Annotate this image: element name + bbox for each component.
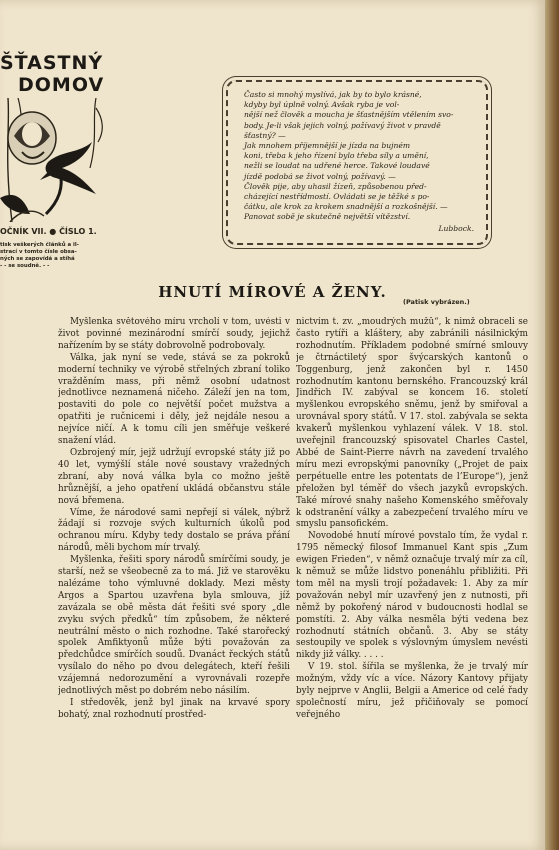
quote-line: cházející nestřídmostí. Ovládati se je těžké s po- [244,192,430,202]
paragraph: nictvím t. zv. „moudrých mužů“, k nimž obraceli se často rytíři a kláštery, aby zabránili násilnickým rozhodnutím. Příkladem podobné smírné smlouvy je čtrnáctiletý spor švýcarských kantonů o Toggenburg, jenž zakončen byl r. 1450 rozhodnutím kantonu bernského. Francouzský král Jindřich IV. zabýval se koncem 16. století myšlenkou evropského sněmu, jenž by smiřoval a urovnával spory států. V 17. stol. zabývala se sekta kvakerů myšlenkou vyhlazení válek. V 18. stol. uveřejnil francouzský spisovatel Charles Castel, Abbé de Saint-Pierre návrh na zavedení trvalého míru mezi evropskými panovníky („Projet de paix perpétuelle entre les potentats de l’Europe“), jenž přeložen byl téměř do všech jazyků evropských. Také mírové snahy našeho Komenského směřovaly k odstranění války a zabezpečení trvalého míru ve smyslu pansofickém. [296,317,528,530]
quote-line: Člověk pije, aby uhasil žízeň, způsobenou před- [244,181,427,191]
copyright-notice-line: ných se zapovídá a stíhá [0,256,75,262]
article-title: HNUTÍ MÍROVÉ A ŽENY. [158,283,387,301]
masthead-title-line1: ŠŤASTNÝ [0,52,104,74]
paragraph: Válka, jak nyní se vede, stává se za pokroků moderní techniky ve výrobě střelných zbraní toliko vražděním mass, při němž osobní udatnost jednotlivce neznamená ničeho. Záleží jen na tom, postaviti do pole co největší počet mužstva a opatřiti je ručnicemi i děly, jež nejdále nesou a nejvíce ničí. A k tomu cíli jen směřuje veškeré snažení vlád. [58,352,290,447]
copyright-notice-line: strací v tomto čísle obsa- [0,249,77,255]
paragraph: Ozbrojený mír, jejž udržují evropské státy již po 40 let, vymýšlí stále nové soustavy vražedných zbraní, aby nová válka byla co možno ještě hrůznější, a jeho opatření ukládá občanstvu stále nová břemena. [58,447,290,506]
quote-line: Panovat sobě je skutečně největší vítězství. [244,212,411,222]
quote-line: Často si mnohý myslívá, jak by to bylo krásné, [244,90,422,99]
book-spine [545,0,559,850]
quote-line: nežli se loudat na udřené herce. Takové loudavé [244,161,430,171]
paragraph: Víme, že národové sami nepřejí si válek, nýbrž žádají si rozvoje svých kulturních úkolů pod ochranou míru. Kdyby tedy dostalo se práva přání národů, měli bychom mír trvalý. [58,507,290,554]
quote-signature: Lubbock. [438,223,474,233]
quote-line: nější než člověk a moucha je šťastnějším vtělením svo- [244,110,454,120]
masthead-title-line2: DOMOV [18,74,105,96]
article-column-left [58,317,290,817]
masthead-title [0,52,112,96]
masthead [0,52,112,269]
paragraph: Novodobé hnutí mírové povstalo tím, že vydal r. 1795 německý filosof Immanuel Kant spis „Zum ewigen Frieden“, v němž označuje trvalý mír za cíl, k němuž se může lidstvo ponenáhlu přibližiti. Při tom měl na mysli trojí požadavek: 1. Aby za mír považován nebyl mír uzavřený jen z nutnosti, při němž by pokořený národ v budoucnosti hodlal se pomstíti. 2. Aby válka nesměla býti vedena bez rozhodnutí státních občanů. 3. Aby se státy sestoupily ve spolek s výslovným úmyslem nevésti nikdy již války. . . . . [296,531,528,661]
paragraph: Myšlenka světového míru vrcholí v tom, uvésti v život povinné mezinárodní smírčí soudy, jejichž nařízením by se státy dobrovolně podrobovaly. [58,317,290,351]
quote-line: čátku, ale krok za krokem snadnější a rozkošnější. — [244,202,448,212]
reprint-note: (Patisk vybrázen.) [403,298,470,306]
quote-line: koni, třeba k jeho řízení bylo třeba síly a umění, [244,151,429,161]
quote-line: jízdě podobá se život volný, požívavý. — [244,171,396,181]
paragraph: V 19. stol. šířila se myšlenka, že je trvalý mír možným, vždy víc a více. Názory Kantovy přijaty byly nejprve v Anglii, Belgii a Americe od celé řady společností míru, jež přičiňovaly se pomocí veřejného [296,662,528,720]
paragraph: I středověk, jenž byl jinak na krvavé spory bohatý, znal rozhodnutí prostřed- [58,698,290,720]
quote-line: Jak mnohem příjemnější je jízda na bujném [244,141,411,151]
quote-line: kdyby byl úplně volný. Avšak ryba je vol- [244,100,400,110]
quote-line: šťastný? — [244,130,286,140]
copyright-notice-line: - - se soudně. - - [0,263,50,269]
swallow-illustration-icon [0,98,108,222]
copyright-notice-line: tisk veškerých článků a il- [0,242,79,248]
quote-line: body. Je-li však jejich volný, požívavý život v pravdě [244,120,441,130]
article-column-right [296,317,528,817]
paragraph: Myšlenka, řešiti spory národů smírčími soudy, je starší, než se všeobecně za to má. Již ve starověku nalézáme toho výmluvné doklady. Mezi městy Argos a Spartou uzavřena byla smlouva, jíž zavázala se obě města dát řešiti své spory „dle zvyku svých předků“ tím způsobem, že některé neutrální město o nich rozhodne. Také starořecký spolek Amfiktyonů může býti považován za předchůdce smírčích soudů. Dvanáct řeckých států vysílalo do něho po dvou delegátech, kteří řešili vzájemná nedorozumění a vyrovnávali rozepře jednotlivých měst po dobrém nebo násilím. [58,555,290,697]
quote-box [226,80,488,245]
copyright-notice [0,242,112,270]
issue-number: OČNÍK VII. ● ČÍSLO 1. [0,227,97,236]
